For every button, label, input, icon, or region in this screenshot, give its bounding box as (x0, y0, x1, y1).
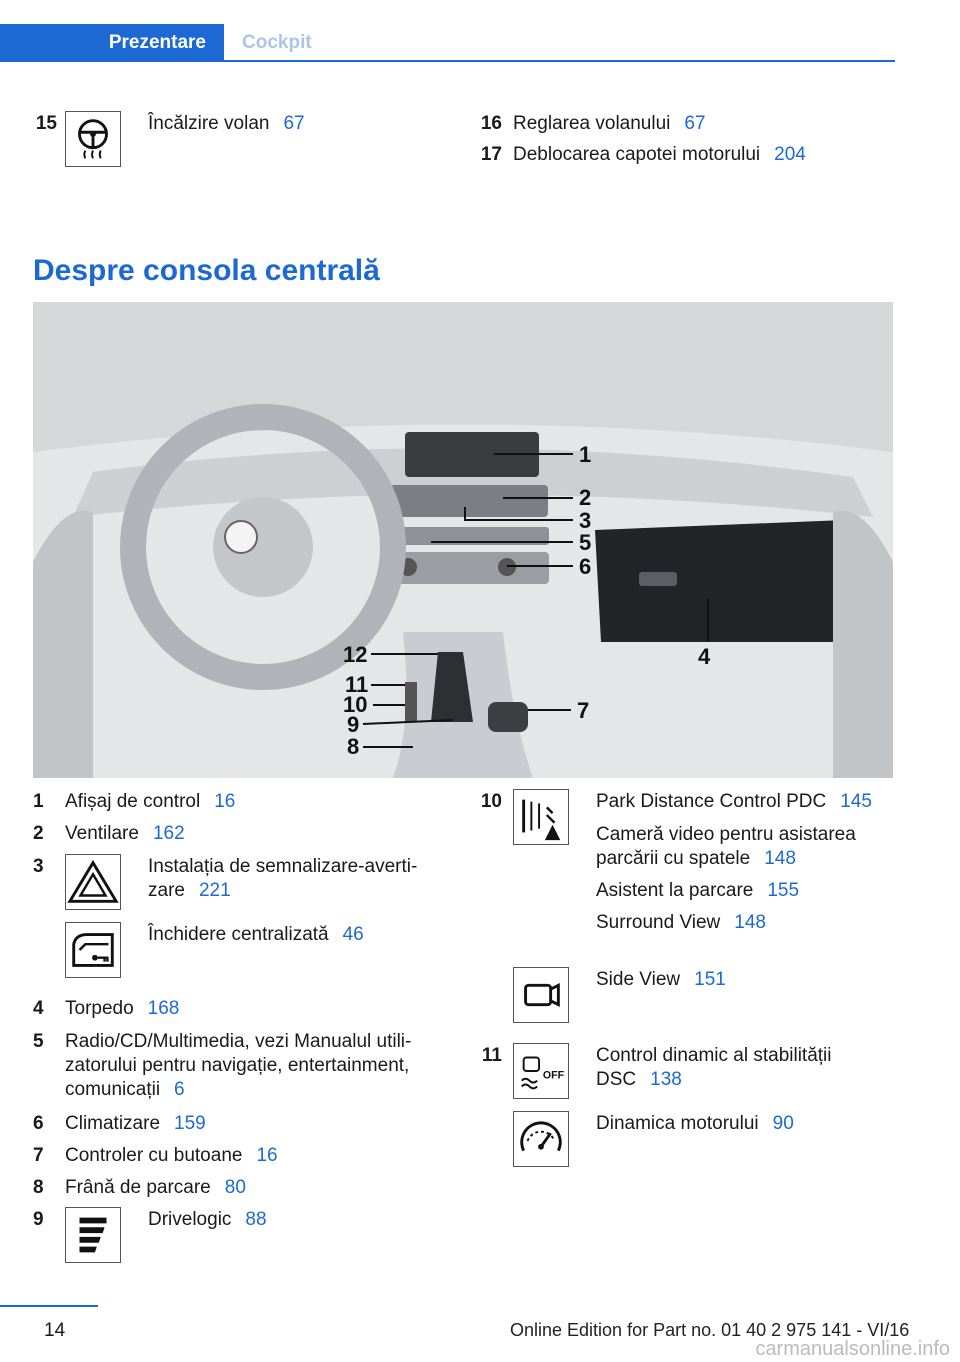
heated-steering-wheel-icon (65, 111, 121, 167)
list-item-label: Surround View 148 (596, 912, 766, 933)
callout-10: 10 (343, 692, 368, 717)
list-item-label: Asistent la parcare 155 (596, 880, 800, 901)
item-number: 15 (35, 113, 57, 134)
page-link[interactable]: 221 (198, 880, 231, 901)
page-link[interactable]: 67 (684, 113, 706, 134)
list-item-label: Dinamica motorului 90 (596, 1113, 794, 1134)
footer-rule (0, 1305, 98, 1307)
page-link[interactable]: 155 (767, 880, 800, 901)
list-item-label: Încălzire volan 67 (148, 113, 305, 134)
page-link[interactable]: 145 (840, 791, 872, 812)
tab-prezentare[interactable]: Prezentare (0, 24, 224, 62)
list-item-label: Drivelogic 88 (148, 1209, 267, 1230)
callout-9: 9 (347, 712, 360, 737)
page-link[interactable]: 88 (245, 1209, 267, 1230)
page-link[interactable]: 67 (283, 113, 305, 134)
page-link[interactable]: 6 (174, 1079, 185, 1100)
list-item-label: Control dinamic al stabilității DSC 138 (596, 1045, 832, 1090)
pdc-icon (513, 789, 569, 845)
callout-1: 1 (579, 442, 592, 467)
edition-note: Online Edition for Part no. 01 40 2 975 141 - VI/16 (510, 1320, 910, 1340)
page-link[interactable]: 148 (734, 912, 766, 933)
list-item-label: Instalația de semnalizare-averti- zare 221 (148, 856, 418, 901)
callout-7: 7 (577, 698, 590, 723)
tab-cockpit[interactable]: Cockpit (242, 32, 312, 53)
page-link[interactable]: 159 (174, 1113, 206, 1134)
list-item-label: Side View 151 (596, 969, 726, 990)
center-console-illustration (33, 302, 893, 778)
list-item-label: Park Distance Control PDC 145 (596, 791, 872, 812)
callout-2: 2 (579, 485, 592, 510)
page-link[interactable]: 16 (256, 1145, 278, 1166)
callout-6: 6 (579, 554, 592, 579)
callout-4: 4 (698, 644, 711, 669)
page-link[interactable]: 151 (694, 969, 726, 990)
page-link[interactable]: 80 (224, 1177, 246, 1198)
page-link[interactable]: 204 (774, 144, 806, 165)
central-locking-icon (65, 922, 121, 978)
page-link[interactable]: 162 (152, 823, 185, 844)
svg-text:OFF: OFF (542, 1069, 565, 1082)
drivelogic-icon (65, 1207, 121, 1263)
page-link[interactable]: 46 (342, 924, 364, 945)
engine-dynamics-icon (513, 1111, 569, 1167)
callout-8: 8 (347, 734, 360, 759)
page-link[interactable]: 138 (650, 1069, 682, 1090)
page-link[interactable]: 148 (764, 848, 796, 869)
watermark: carmanualsonline.info (755, 1338, 950, 1360)
page-link[interactable]: 90 (772, 1113, 794, 1134)
list-item-label: Închidere centralizată 46 (148, 924, 364, 945)
side-view-camera-icon (513, 967, 569, 1023)
page-link[interactable]: 168 (147, 998, 180, 1019)
page-number: 14 (44, 1320, 66, 1341)
list-item-label: Cameră video pentru asistarea parcării cu spatele 148 (596, 824, 856, 869)
callout-12: 12 (343, 642, 368, 667)
hazard-warning-icon (65, 854, 121, 910)
dsc-off-icon (513, 1043, 569, 1099)
callout-11: 11 (345, 672, 369, 697)
section-title: Despre consola centrală (33, 254, 380, 287)
callout-5: 5 (579, 530, 592, 555)
callout-3: 3 (579, 508, 592, 533)
tab-bar (0, 0, 895, 62)
page-link[interactable]: 16 (214, 791, 236, 812)
